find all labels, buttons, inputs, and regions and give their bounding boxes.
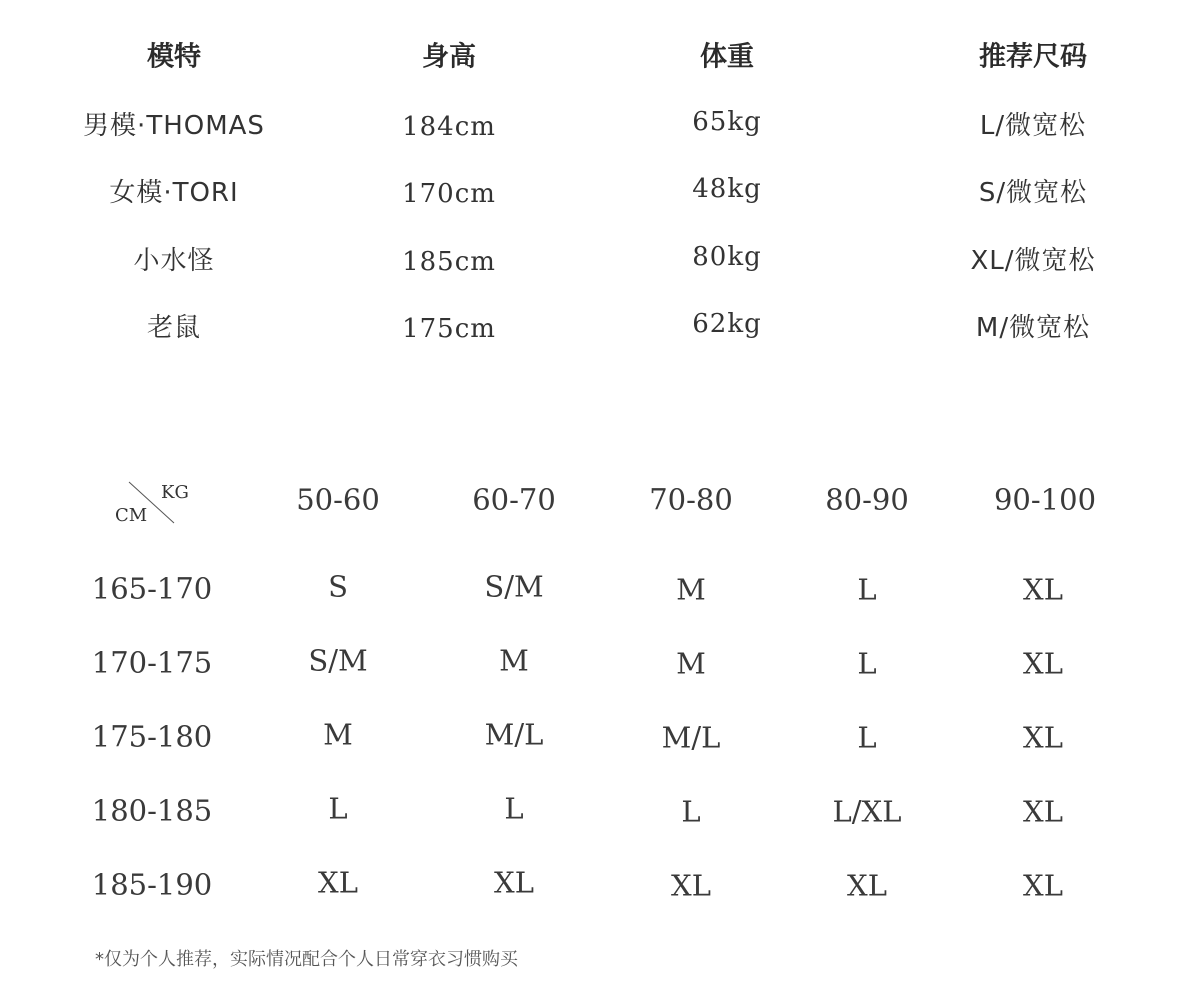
model-weight: 80kg xyxy=(692,242,762,272)
model-name: 男模·THOMAS xyxy=(83,111,265,141)
size-cell: M xyxy=(676,646,706,681)
size-cell: XL xyxy=(1023,646,1063,681)
size-cell: L xyxy=(857,720,877,755)
size-cell: XL xyxy=(1023,720,1063,755)
corner-height-label: CM xyxy=(115,505,148,526)
weight-range-header: 80-90 xyxy=(825,482,909,517)
size-cell: L xyxy=(857,646,877,681)
height-range-label: 185-190 xyxy=(91,867,213,902)
size-cell: L/XL xyxy=(832,794,902,829)
weight-range-header: 90-100 xyxy=(993,482,1097,517)
header-height: 身高 xyxy=(422,41,476,73)
corner-weight-label: KG xyxy=(161,482,189,503)
size-cell: M/L xyxy=(484,717,544,752)
model-weight: 65kg xyxy=(692,107,762,137)
header-model: 模特 xyxy=(147,41,201,73)
model-weight: 48kg xyxy=(692,174,762,204)
size-cell: L xyxy=(857,572,877,607)
footnote: *仅为个人推荐，实际情况配合个人日常穿衣习惯购买 xyxy=(95,949,518,970)
weight-range-header: 50-60 xyxy=(296,482,380,517)
size-cell: XL xyxy=(1023,868,1063,903)
weight-range-header: 70-80 xyxy=(649,482,733,517)
model-size: L/微宽松 xyxy=(979,111,1087,141)
model-weight: 62kg xyxy=(692,309,762,339)
height-range-label: 165-170 xyxy=(91,571,213,606)
model-height: 185cm xyxy=(402,247,496,277)
size-cell: M xyxy=(676,572,706,607)
model-name: 女模·TORI xyxy=(109,178,239,208)
size-cell: S/M xyxy=(484,569,544,604)
model-size: XL/微宽松 xyxy=(970,246,1096,276)
size-cell: M xyxy=(323,717,353,752)
size-cell: S xyxy=(328,569,348,604)
height-range-label: 175-180 xyxy=(91,719,213,754)
model-size: S/微宽松 xyxy=(978,178,1088,208)
height-range-label: 170-175 xyxy=(91,645,213,680)
size-cell: L xyxy=(328,791,348,826)
size-cell: M/L xyxy=(661,720,721,755)
corner-header xyxy=(110,478,200,528)
weight-range-header: 60-70 xyxy=(472,482,556,517)
size-cell: XL xyxy=(1023,572,1063,607)
size-cell: M xyxy=(499,643,529,678)
size-cell: S/M xyxy=(308,643,368,678)
size-cell: L xyxy=(504,791,524,826)
size-cell: XL xyxy=(318,865,358,900)
header-weight: 体重 xyxy=(700,41,754,73)
height-range-label: 180-185 xyxy=(91,793,213,828)
model-height: 170cm xyxy=(402,179,496,209)
size-cell: XL xyxy=(847,868,887,903)
model-name: 小水怪 xyxy=(133,246,215,276)
size-cell: XL xyxy=(1023,794,1063,829)
header-recommended-size: 推荐尺码 xyxy=(979,41,1087,73)
model-name: 老鼠 xyxy=(146,313,202,343)
size-cell: XL xyxy=(494,865,534,900)
model-size: M/微宽松 xyxy=(975,313,1091,343)
model-height: 175cm xyxy=(402,314,496,344)
size-cell: XL xyxy=(671,868,711,903)
size-cell: L xyxy=(681,794,701,829)
model-height: 184cm xyxy=(402,112,496,142)
